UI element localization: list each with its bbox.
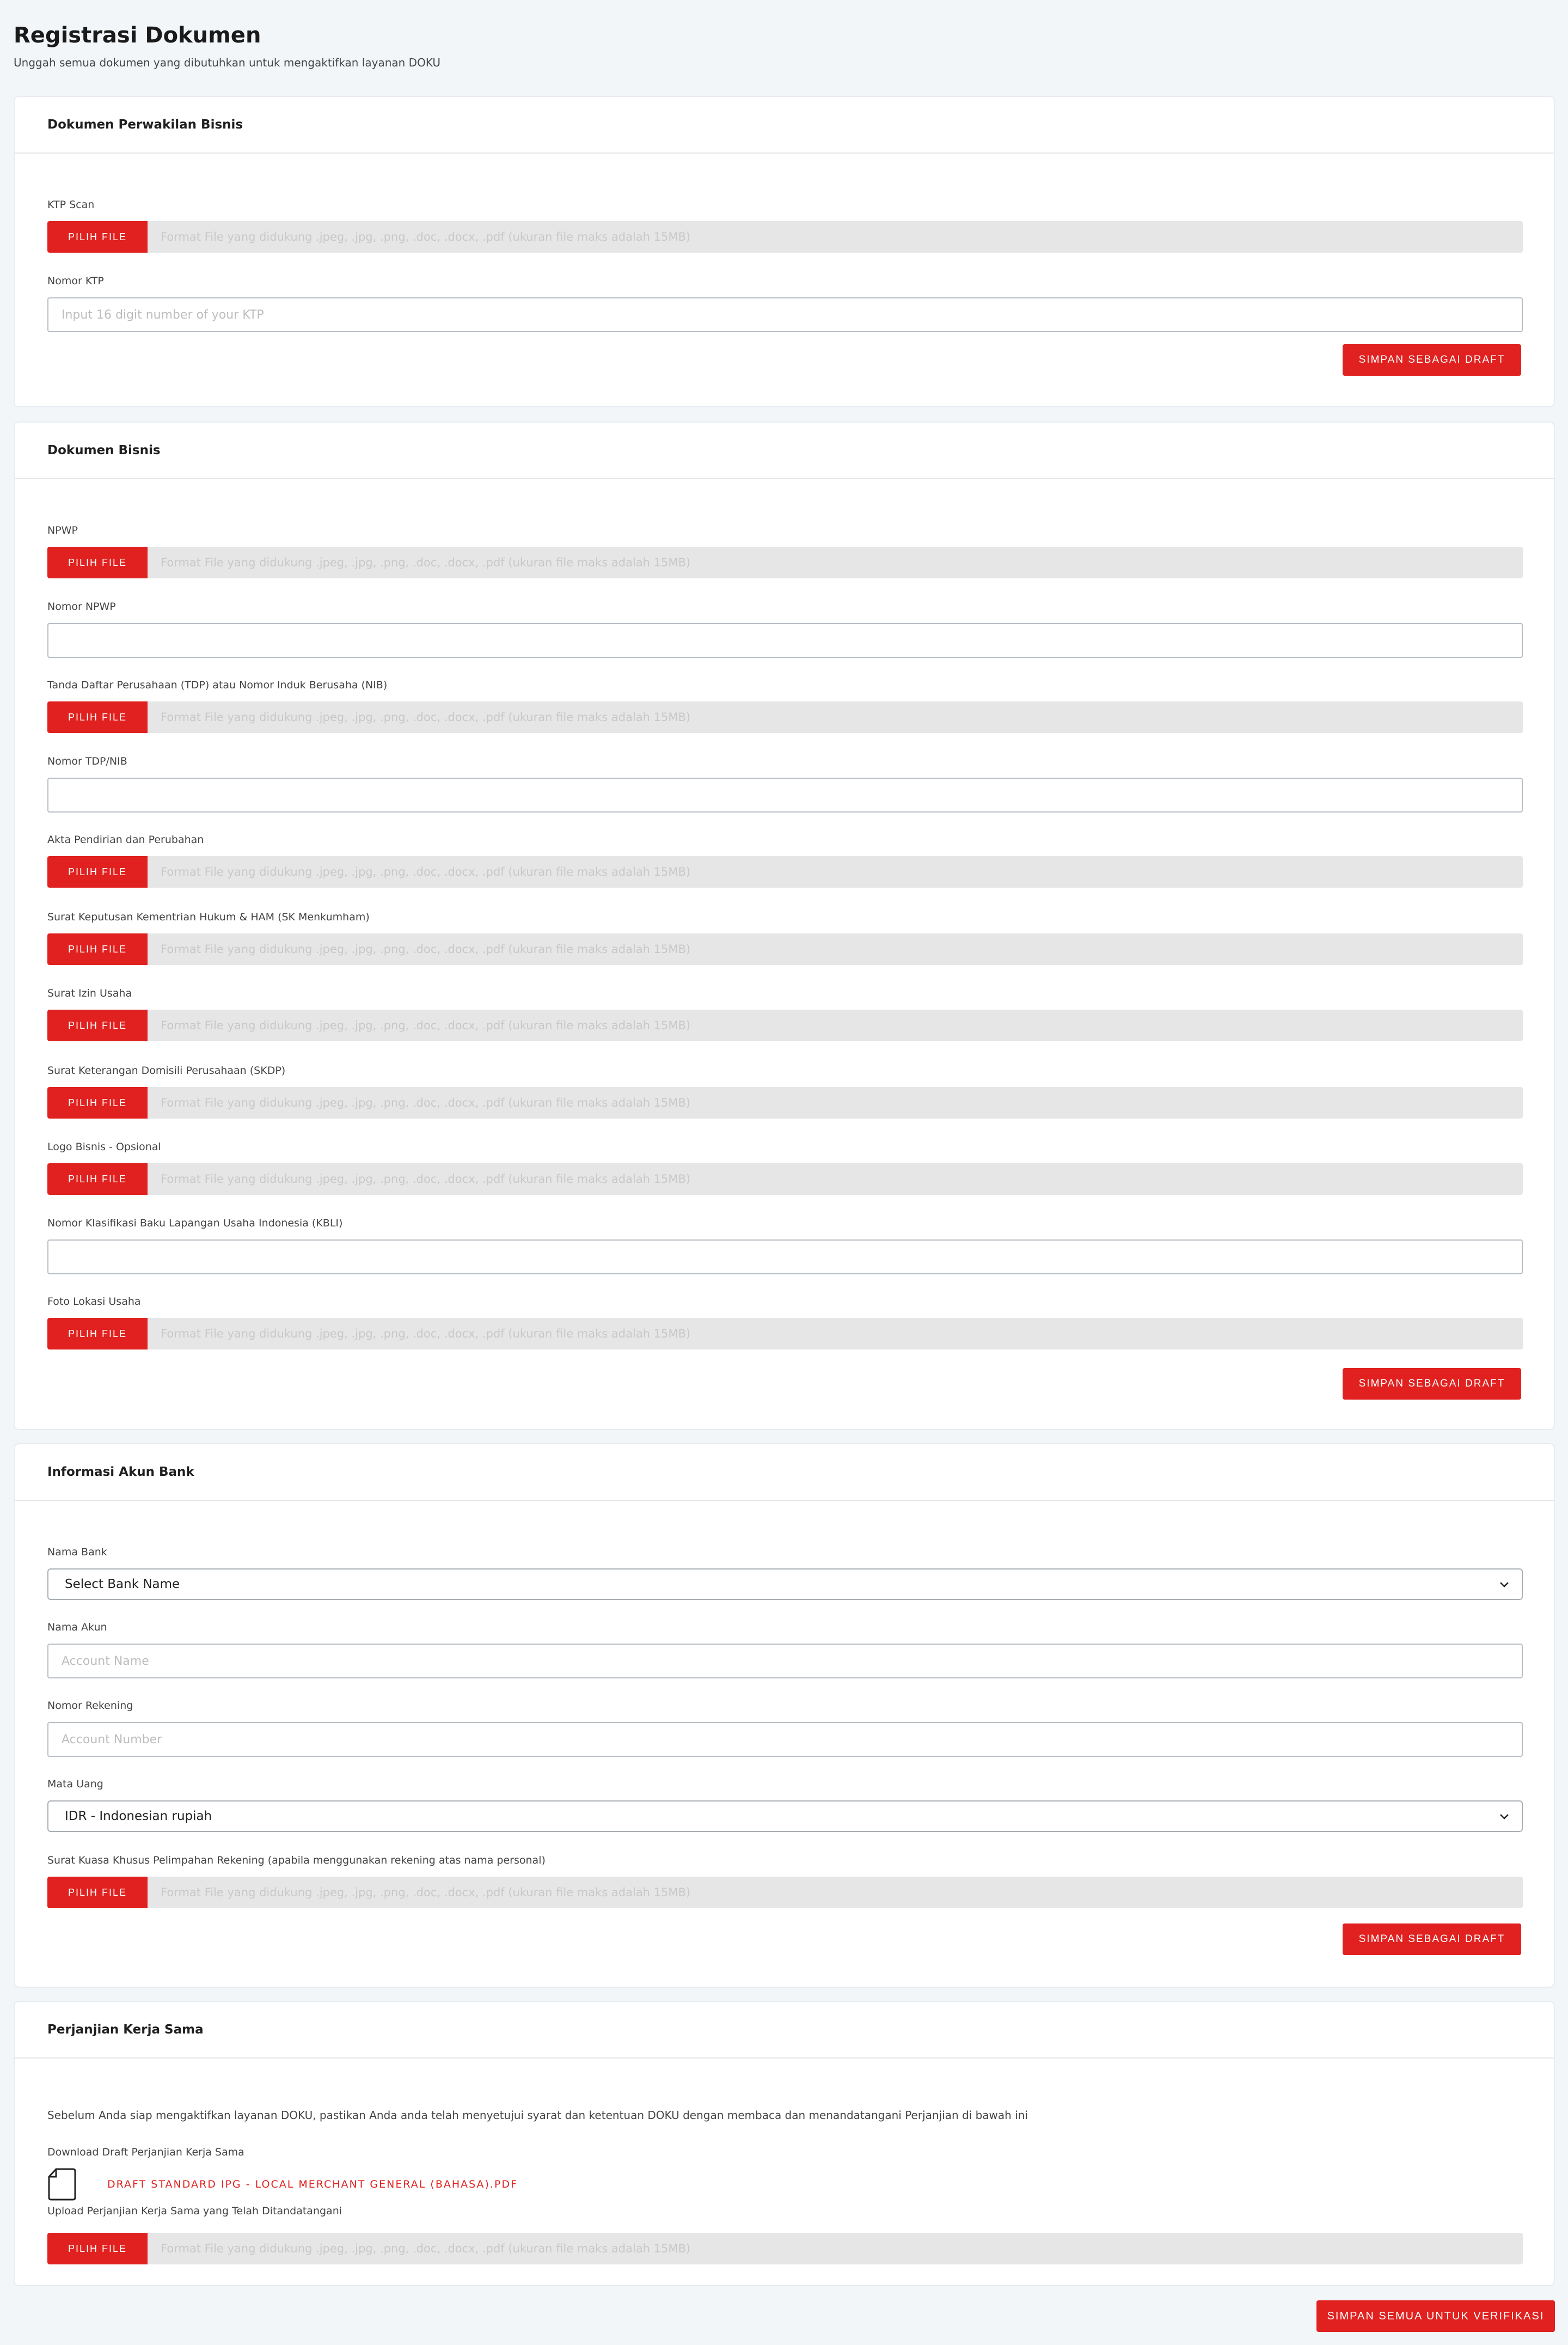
logo-choose-file-button[interactable]: PILIH FILE <box>47 1163 148 1195</box>
file-hint: Format File yang didukung .jpeg, .jpg, .png, .doc, .docx, .pdf (ukuran file maks adalah 15MB) <box>161 1886 691 1899</box>
foto-upload <box>47 1318 1523 1349</box>
file-hint: Format File yang didukung .jpeg, .jpg, .png, .doc, .docx, .pdf (ukuran file maks adalah 15MB) <box>161 1019 691 1032</box>
chevron-down-icon <box>1498 1810 1511 1823</box>
tdp-upload <box>47 701 1523 733</box>
bank-save-draft-button[interactable]: SIMPAN SEBAGAI DRAFT <box>1343 1923 1521 1955</box>
siu-choose-file-button[interactable]: PILIH FILE <box>47 1010 148 1041</box>
ktp-scan-choose-file-button[interactable]: PILIH FILE <box>47 221 148 253</box>
akta-upload <box>47 856 1523 888</box>
card-title: Dokumen Perwakilan Bisnis <box>47 118 243 132</box>
page-title: Registrasi Dokumen <box>14 23 261 48</box>
card-title: Dokumen Bisnis <box>47 443 161 457</box>
file-hint: Format File yang didukung .jpeg, .jpg, .png, .doc, .docx, .pdf (ukuran file maks adalah 15MB) <box>161 556 691 569</box>
sk-upload <box>47 933 1523 965</box>
ktp-number-input[interactable] <box>47 297 1523 332</box>
tdp-number-label: Nomor TDP/NIB <box>47 755 127 767</box>
tdp-label: Tanda Daftar Perusahaan (TDP) atau Nomor Induk Berusaha (NIB) <box>47 679 388 691</box>
currency-label: Mata Uang <box>47 1778 103 1790</box>
bank-name-label: Nama Bank <box>47 1546 107 1558</box>
ktp-scan-upload <box>47 221 1523 253</box>
file-hint: Format File yang didukung .jpeg, .jpg, .png, .doc, .docx, .pdf (ukuran file maks adalah 15MB) <box>161 711 691 724</box>
card-header <box>15 423 1554 479</box>
ktp-scan-label: KTP Scan <box>47 199 95 211</box>
bank-name-value: Select Bank Name <box>65 1577 180 1591</box>
account-number-label: Nomor Rekening <box>47 1700 133 1712</box>
kbli-input[interactable] <box>47 1239 1523 1274</box>
ktp-number-placeholder: Input 16 digit number of your KTP <box>62 308 264 322</box>
skdp-upload <box>47 1087 1523 1119</box>
tdp-choose-file-button[interactable]: PILIH FILE <box>47 701 148 733</box>
kbli-label: Nomor Klasifikasi Baku Lapangan Usaha Indonesia (KBLI) <box>47 1217 343 1229</box>
file-hint: Format File yang didukung .jpeg, .jpg, .png, .doc, .docx, .pdf (ukuran file maks adalah 15MB) <box>161 2242 691 2255</box>
card-business-documents <box>14 422 1555 1430</box>
npwp-label: NPWP <box>47 524 78 536</box>
currency-select[interactable] <box>47 1800 1523 1832</box>
chevron-down-icon <box>1498 1578 1511 1591</box>
currency-value: IDR - Indonesian rupiah <box>65 1809 212 1823</box>
card-bank-info <box>14 1443 1555 1988</box>
pdf-download-link[interactable]: DRAFT STANDARD IPG - LOCAL MERCHANT GENERAL (BAHASA).PDF <box>107 2178 518 2190</box>
page-subtitle: Unggah semua dokumen yang dibutuhkan untuk mengaktifkan layanan DOKU <box>14 56 441 69</box>
file-hint: Format File yang didukung .jpeg, .jpg, .png, .doc, .docx, .pdf (ukuran file maks adalah 15MB) <box>161 1172 691 1186</box>
page-header <box>14 0 1555 70</box>
card-header <box>15 1444 1554 1501</box>
card-agreement <box>14 2001 1555 2286</box>
logo-upload <box>47 1163 1523 1195</box>
account-number-input[interactable] <box>47 1722 1523 1757</box>
account-name-input[interactable] <box>47 1644 1523 1678</box>
logo-label: Logo Bisnis - Opsional <box>47 1141 161 1153</box>
ktp-number-label: Nomor KTP <box>47 275 104 287</box>
file-hint: Format File yang didukung .jpeg, .jpg, .png, .doc, .docx, .pdf (ukuran file maks adalah 15MB) <box>161 943 691 956</box>
npwp-number-input[interactable] <box>47 623 1523 658</box>
npwp-upload <box>47 547 1523 578</box>
document-icon <box>47 2167 77 2201</box>
sk-choose-file-button[interactable]: PILIH FILE <box>47 933 148 965</box>
file-hint: Format File yang didukung .jpeg, .jpg, .png, .doc, .docx, .pdf (ukuran file maks adalah 15MB) <box>161 1096 691 1109</box>
poa-choose-file-button[interactable]: PILIH FILE <box>47 1877 148 1908</box>
biz-save-draft-button[interactable]: SIMPAN SEBAGAI DRAFT <box>1343 1368 1521 1400</box>
skdp-choose-file-button[interactable]: PILIH FILE <box>47 1087 148 1119</box>
file-hint: Format File yang didukung .jpeg, .jpg, .png, .doc, .docx, .pdf (ukuran file maks adalah 15MB) <box>161 1327 691 1340</box>
siu-label: Surat Izin Usaha <box>47 987 132 999</box>
siu-upload <box>47 1010 1523 1041</box>
npwp-choose-file-button[interactable]: PILIH FILE <box>47 547 148 578</box>
poa-upload <box>47 1877 1523 1908</box>
account-name-placeholder: Account Name <box>62 1654 149 1668</box>
agreement-intro: Sebelum Anda siap mengaktifkan layanan DOKU, pastikan Anda anda telah menyetujui syarat dan ketentuan DOKU dengan membaca dan menandatangani Perjanjian di bawah ini <box>47 2109 1028 2122</box>
foto-choose-file-button[interactable]: PILIH FILE <box>47 1318 148 1349</box>
file-hint: Format File yang didukung .jpeg, .jpg, .png, .doc, .docx, .pdf (ukuran file maks adalah 15MB) <box>161 230 691 243</box>
download-label: Download Draft Perjanjian Kerja Sama <box>47 2146 244 2158</box>
card-title: Perjanjian Kerja Sama <box>47 2023 204 2037</box>
card-header <box>15 2002 1554 2059</box>
card-title: Informasi Akun Bank <box>47 1465 194 1479</box>
rep-save-draft-button[interactable]: SIMPAN SEBAGAI DRAFT <box>1343 344 1521 376</box>
poa-label: Surat Kuasa Khusus Pelimpahan Rekening (apabila menggunakan rekening atas nama personal) <box>47 1854 546 1866</box>
account-number-placeholder: Account Number <box>62 1732 162 1746</box>
card-business-representative <box>14 96 1555 407</box>
skdp-label: Surat Keterangan Domisili Perusahaan (SKDP) <box>47 1065 286 1077</box>
npwp-number-label: Nomor NPWP <box>47 601 116 613</box>
upload-signed-label: Upload Perjanjian Kerja Sama yang Telah Ditandatangani <box>47 2205 342 2217</box>
account-name-label: Nama Akun <box>47 1621 107 1633</box>
akta-label: Akta Pendirian dan Perubahan <box>47 834 204 846</box>
card-header <box>15 97 1554 154</box>
file-hint: Format File yang didukung .jpeg, .jpg, .png, .doc, .docx, .pdf (ukuran file maks adalah 15MB) <box>161 865 691 878</box>
foto-label: Foto Lokasi Usaha <box>47 1296 141 1308</box>
signed-agreement-upload <box>47 2233 1523 2264</box>
akta-choose-file-button[interactable]: PILIH FILE <box>47 856 148 888</box>
save-all-verify-button[interactable]: SIMPAN SEMUA UNTUK VERIFIKASI <box>1316 2300 1555 2332</box>
tdp-number-input[interactable] <box>47 778 1523 813</box>
sk-label: Surat Keputusan Kementrian Hukum & HAM (SK Menkumham) <box>47 911 370 923</box>
bank-name-select[interactable] <box>47 1568 1523 1600</box>
signed-agreement-choose-file-button[interactable]: PILIH FILE <box>47 2233 148 2264</box>
pdf-download-row[interactable] <box>47 2167 518 2201</box>
